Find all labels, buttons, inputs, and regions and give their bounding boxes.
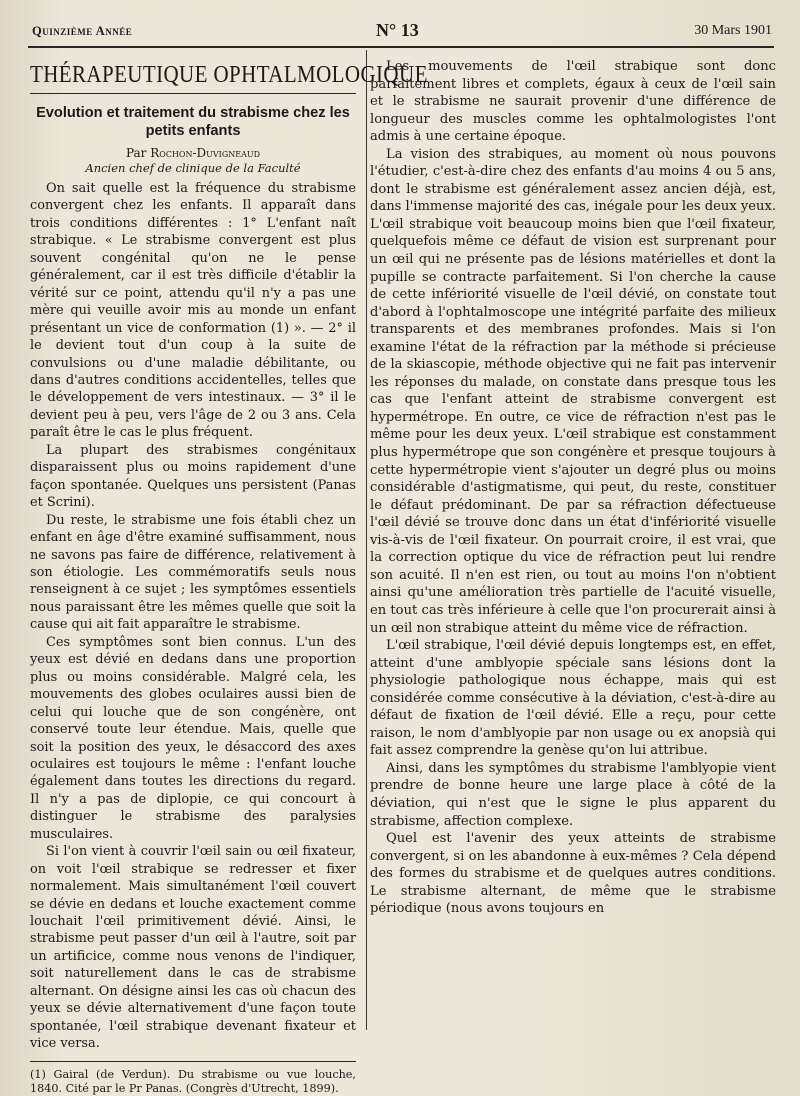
paragraph: L'œil strabique, l'œil dévié depuis longtemps est, en effet, atteint d'une amblyopie spéciale sans lésions dont la physiologie pathologique nous échappe, mais qui est considérée comme consécutive à la déviation, c'est-à-dire au défaut de fixation de l'œil dévié. Elle a reçu, pour cette raison, le nom d'amblyopie par non usage ou ex anopsià qui fait assez comprendre la genèse qu'on lui attribue. — [370, 638, 776, 759]
paragraph: On sait quelle est la fréquence du strabisme convergent chez les enfants. Il apparaît dans trois conditions différentes : 1° L'enfant naît strabique. « Le strabisme convergent est plus souvent congénital qu'on ne le pense généralement, car il est très difficile d'établir la vérité sur ce point, attendu qu'il n'y a pas une mère qui veuille avoir mis au monde un enfant présentant un vice de conformation (1) ». — 2° il le devient tout d'un coup à la suite de convulsions ou d'une maladie débilitante, ou dans d'autres conditions accidentelles, telles que le développement de vers intestinaux. — 3° il le devient peu à peu, vers l'âge de 2 ou 3 ans. Cela paraît être le cas le plus fréquent. — [30, 181, 356, 441]
paragraph: La plupart des strabismes congénitaux disparaissent plus ou moins rapidement d'une façon spontanée. Quelques uns persistent (Panas et Scrini). — [30, 442, 356, 511]
paragraph: Si l'on vient à couvrir l'œil sain ou œil fixateur, on voit l'œil strabique se redresser et fixer normalement. Mais simultanément l'œil couvert se dévie en dedans et louche exactement comme louchait l'œil primitivement dévié. Ainsi, le strabisme peut passer d'un œil à l'autre, soit par un artificice, comme nous venons de l'indiquer, soit naturellement dans le cas de strabisme alternant. On désigne ainsi les cas où chacun des yeux se dévie alternativement d'une façon toute spontanée, l'œil strabique devenant fixateur et vice versa. — [30, 844, 356, 1052]
section-rule — [30, 93, 356, 94]
paragraph: Ainsi, dans les symptômes du strabisme l'amblyopie vient prendre de bonne heure une large place à côté de la déviation, qui n'est que le signe le plus apparent du strabisme, affection complexe. — [370, 760, 776, 829]
issue-date: 30 Mars 1901 — [694, 23, 772, 38]
left-column — [30, 58, 428, 1096]
footnote: (1) Gairal (de Verdun). Du strabisme ou vue louche, 1840. Cité par le Pr Panas. (Congrès d'Utrecht, 1899). — [30, 1067, 356, 1095]
header-rule — [28, 46, 774, 48]
byline-prefix: Par — [125, 146, 147, 160]
edition-label: Quinzième Année — [32, 24, 133, 38]
author-affiliation: Ancien chef de clinique de la Faculté — [85, 161, 301, 175]
paragraph: Du reste, le strabisme une fois établi chez un enfant en âge d'être examiné suffisamment, nous ne savons pas faire de différence, relativement à son étiologie. Les commémoratifs seuls nous renseignent à ce sujet ; les symptômes essentiels nous paraissant être les mêmes quelle que soit la cause qui ait fait apparaître le strabisme. — [30, 512, 356, 633]
issue-number: N° 13 — [376, 20, 419, 40]
footnote-rule — [30, 1061, 356, 1062]
column-divider — [366, 50, 367, 1030]
page-header — [32, 22, 772, 44]
paragraph: Quel est l'avenir des yeux atteints de strabisme convergent, si on les abandonne à eux-mêmes ? Cela dépend des formes du strabisme et de quelques autres conditions. Le strabisme alternant, de même que le strabisme périodique (nous avons toujours en — [370, 831, 776, 917]
paragraph: Ces symptômes sont bien connus. L'un des yeux est dévié en dedans dans une proportion plus ou moins considérable. Malgré cela, les mouvements des globes oculaires aussi bien de celui qui louche que de son congénère, ont conservé toute leur étendue. Mais, quelle que soit la position des yeux, le désaccord des axes oculaires est toujours le même : l'enfant louche également dans toutes les directions du regard. Il n'y a pas de diplopie, ce qui concourt à distinguer le strabisme des paralysies musculaires. — [30, 634, 356, 842]
article-title: Evolution et traitement du strabisme chez les petits enfants — [36, 105, 350, 139]
author-name: Rochon-Duvigneaud — [150, 146, 261, 160]
paragraph: Les mouvements de l'œil strabique sont donc parfaitement libres et complets, égaux à ceux de l'œil sain et le strabisme ne saurait provenir d'une différence de longueur des muscles comme les ophtalmologistes l'ont admis à une certaine époque. — [370, 59, 776, 145]
paragraph: La vision des strabiques, au moment où nous pouvons l'étudier, c'est-à-dire chez des enfants d'au moins 4 ou 5 ans, dont le strabisme est généralement assez ancien déjà, est, dans l'immense majorité des cas, inégale pour les deux yeux. L'œil strabique voit beaucoup moins bien que l'œil fixateur, quelquefois même ce défaut de vision est surprenant pour un œil qui ne présente pas de lésions matérielles et dont la pupille se contracte parfaitement. Si l'on cherche la cause de cette infériorité visuelle de l'œil dévié, on constate tout d'abord à l'ophtalmoscope une intégrité parfaite des milieux transparents et des membranes profondes. Mais si l'on examine l'état de la réfraction par la méthode si précieuse de la skiascopie, méthode objective qui ne fait pas intervenir les réponses du malade, on constate dans presque tous les cas que l'enfant atteint de strabisme convergent est hypermétrope. En outre, ce vice de réfraction n'est pas le même pour les deux yeux. L'œil strabique est constamment plus hypermétrope que son congénère et presque toujours à cette hypermétropie vient s'ajouter un degré plus ou moins considérable d'astigmatisme, qui peut, du reste, constituer le défaut prédominant. De par sa réfraction défectueuse l'œil dévié se trouve donc dans un état d'infériorité visuelle vis-à-vis de l'œil fixateur. On pourrait croire, il est vrai, que la correction optique du vice de réfraction peut lui rendre son acuité. Il n'en est rien, ou tout au moins l'on n'obtient ainsi qu'une amélioration très partielle de l'acuité visuelle, en tout cas très inférieure à celle que l'on procurerait ainsi à un œil non strabique atteint du même vice de réfraction. — [370, 146, 776, 636]
section-title: THÉRAPEUTIQUE OPHTALMOLOGIQUE — [30, 60, 428, 88]
right-column — [370, 58, 776, 918]
byline — [30, 146, 356, 161]
